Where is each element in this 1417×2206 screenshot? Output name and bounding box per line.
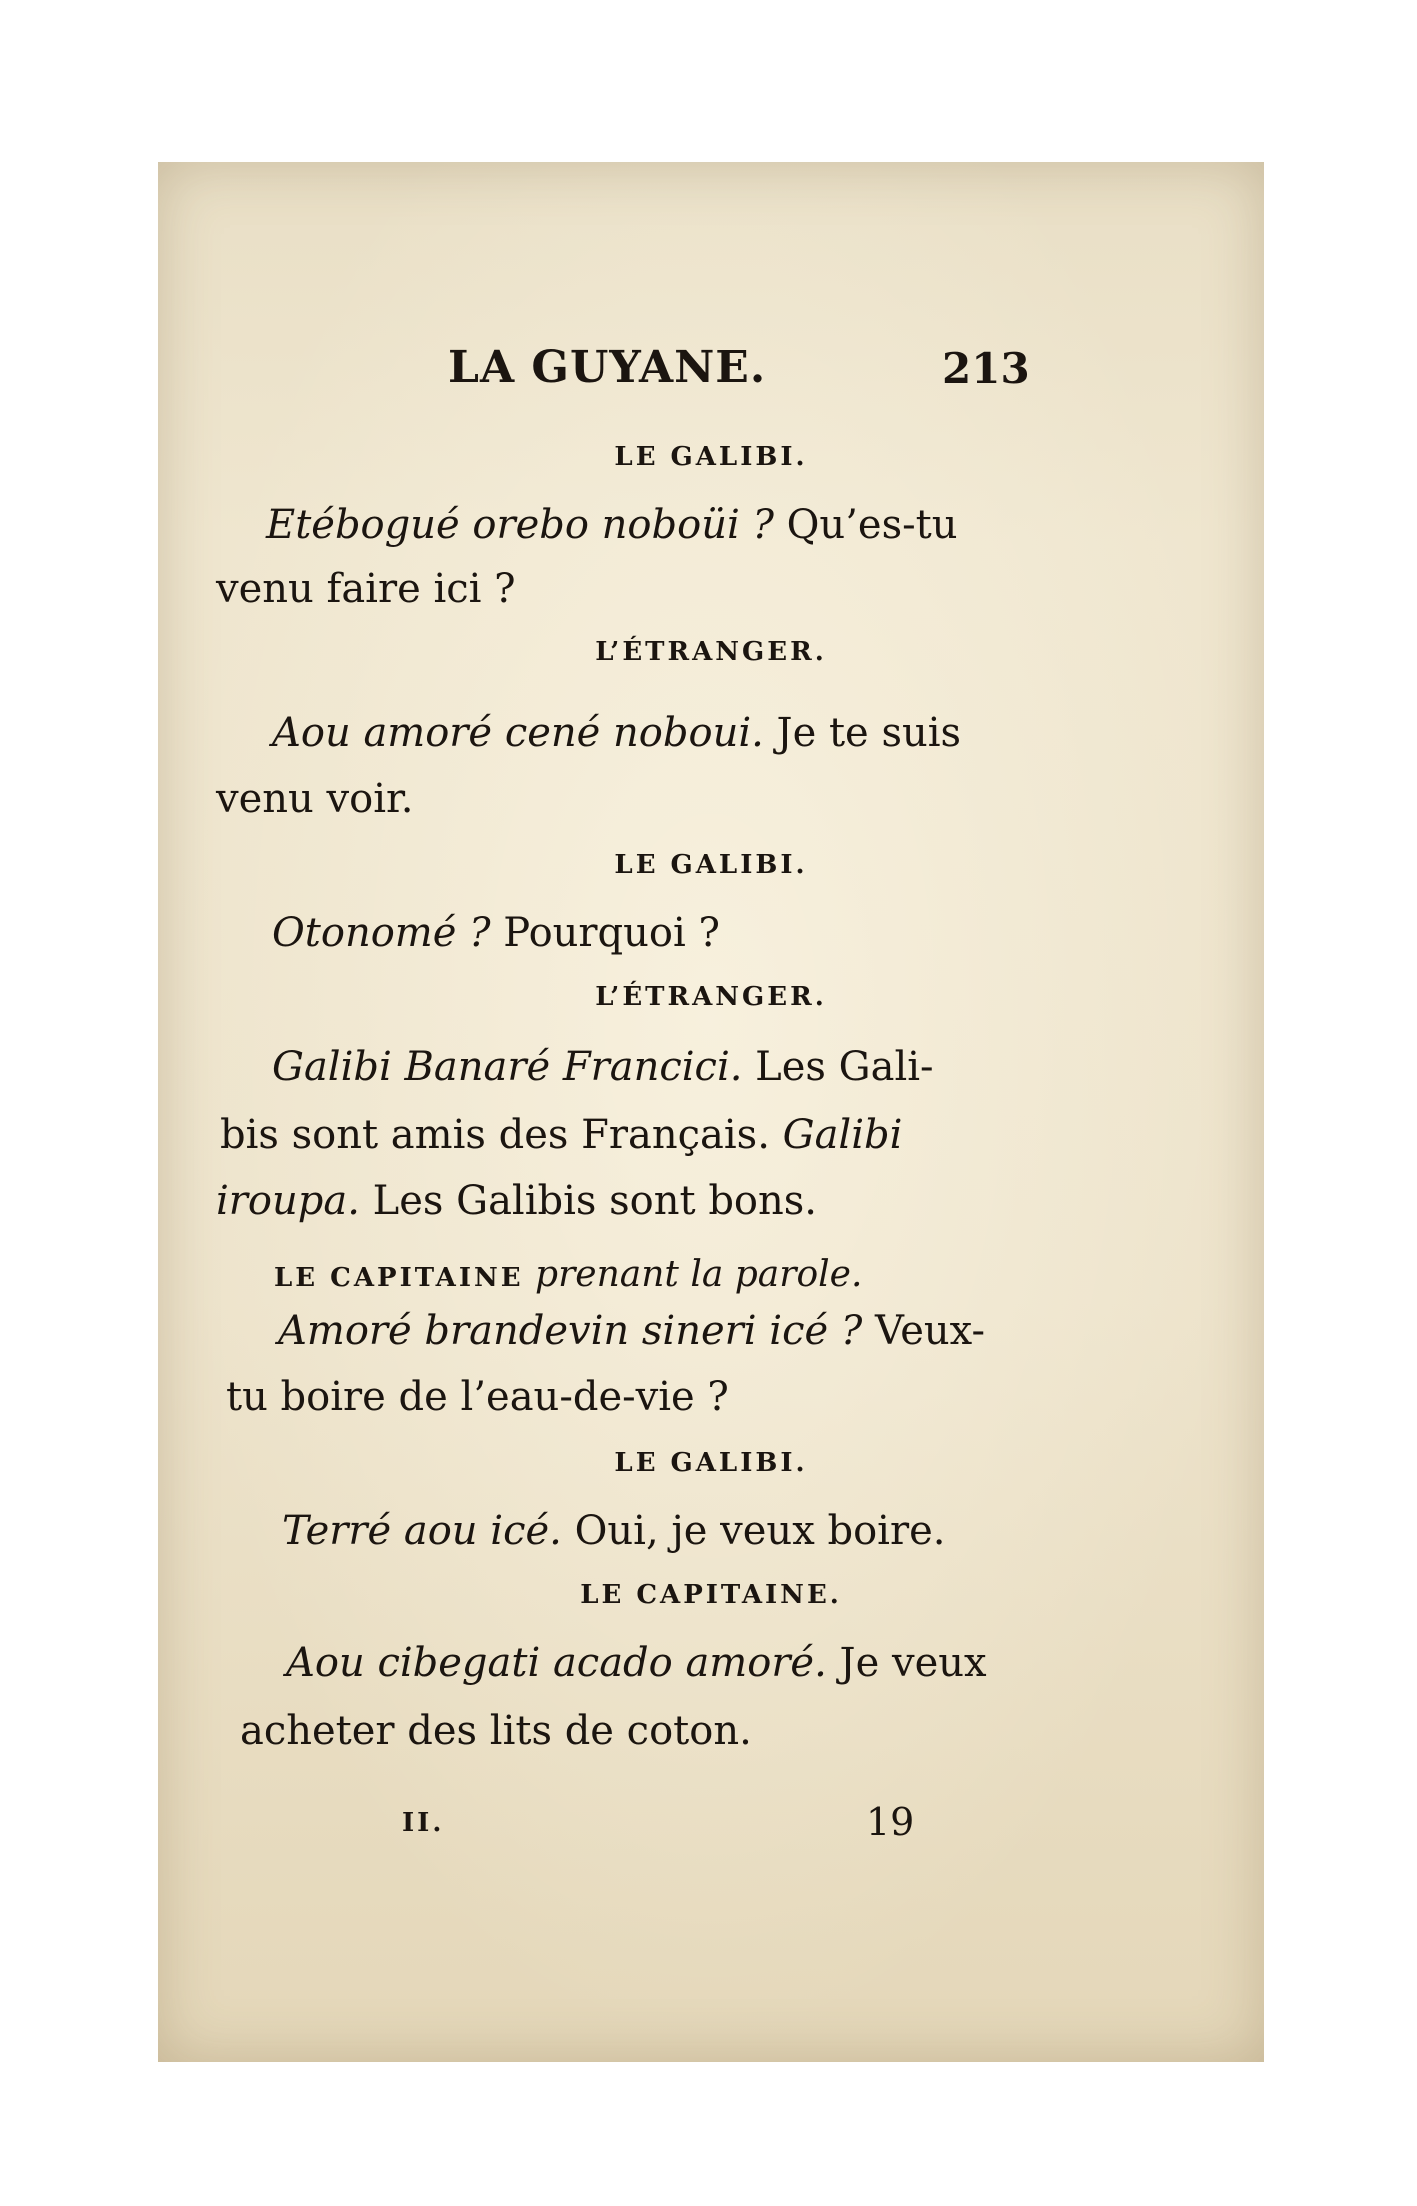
french-text: Pourquoi ?: [490, 910, 720, 956]
french-text: venu faire ici ?: [216, 566, 516, 612]
dialogue-line: [272, 910, 720, 956]
speaker-heading: LE CAPITAINE: [274, 1263, 524, 1293]
dialogue-line: [216, 776, 413, 822]
dialogue-line: [286, 1640, 987, 1686]
scanned-page: [158, 162, 1264, 2062]
galibi-text: Galibi Banaré Francici.: [272, 1044, 743, 1090]
speaker-heading: LE CAPITAINE.: [580, 1580, 842, 1610]
speaker-heading: L’ÉTRANGER.: [595, 982, 827, 1012]
french-text: Qu’es-tu: [773, 502, 958, 548]
page-number: 213: [942, 344, 1030, 393]
stage-direction: [274, 1250, 862, 1296]
speaker-heading: L’ÉTRANGER.: [595, 637, 827, 667]
galibi-text: Terré aou icé.: [282, 1508, 562, 1554]
dialogue-line: [216, 1178, 817, 1224]
dialogue-line: [266, 502, 957, 548]
stage-direction-text: prenant la parole.: [523, 1254, 863, 1295]
dialogue-line: [272, 1044, 934, 1090]
speaker-heading: LE GALIBI.: [614, 442, 808, 472]
dialogue-line: [220, 1112, 902, 1158]
speaker-heading: LE GALIBI.: [614, 850, 808, 880]
running-title: LA GUYANE.: [448, 342, 767, 393]
french-text: Veux-: [862, 1308, 986, 1354]
french-text: Les Gali-: [742, 1044, 934, 1090]
french-text: Les Galibis sont bons.: [359, 1178, 818, 1224]
signature-mark: II.: [402, 1808, 445, 1838]
galibi-text: iroupa.: [216, 1178, 360, 1224]
dialogue-line: [216, 566, 516, 612]
french-text: venu voir.: [216, 776, 414, 822]
dialogue-line: [272, 710, 961, 756]
galibi-text: Aou cibegati acado amoré.: [286, 1640, 827, 1686]
french-text: acheter des lits de coton.: [240, 1708, 752, 1754]
dialogue-line: [282, 1508, 945, 1554]
galibi-text: Galibi: [782, 1112, 903, 1158]
french-text: Oui, je veux boire.: [561, 1508, 946, 1554]
galibi-text: Otonomé ?: [272, 910, 491, 956]
gathering-number: 19: [866, 1800, 915, 1844]
speaker-heading: LE GALIBI.: [614, 1448, 808, 1478]
dialogue-line: [226, 1374, 729, 1420]
dialogue-line: [278, 1308, 985, 1354]
galibi-text: Aou amoré cené noboui.: [272, 710, 764, 756]
running-head: [158, 342, 1264, 402]
galibi-text: Etébogué orebo noboüi ?: [266, 502, 774, 548]
french-text: Je te suis: [763, 710, 962, 756]
dialogue-line: [240, 1708, 752, 1754]
galibi-text: Amoré brandevin sineri icé ?: [278, 1308, 863, 1354]
french-text: bis sont amis des Français.: [220, 1112, 783, 1158]
french-text: Je veux: [826, 1640, 987, 1686]
french-text: tu boire de l’eau-de-vie ?: [226, 1374, 729, 1420]
